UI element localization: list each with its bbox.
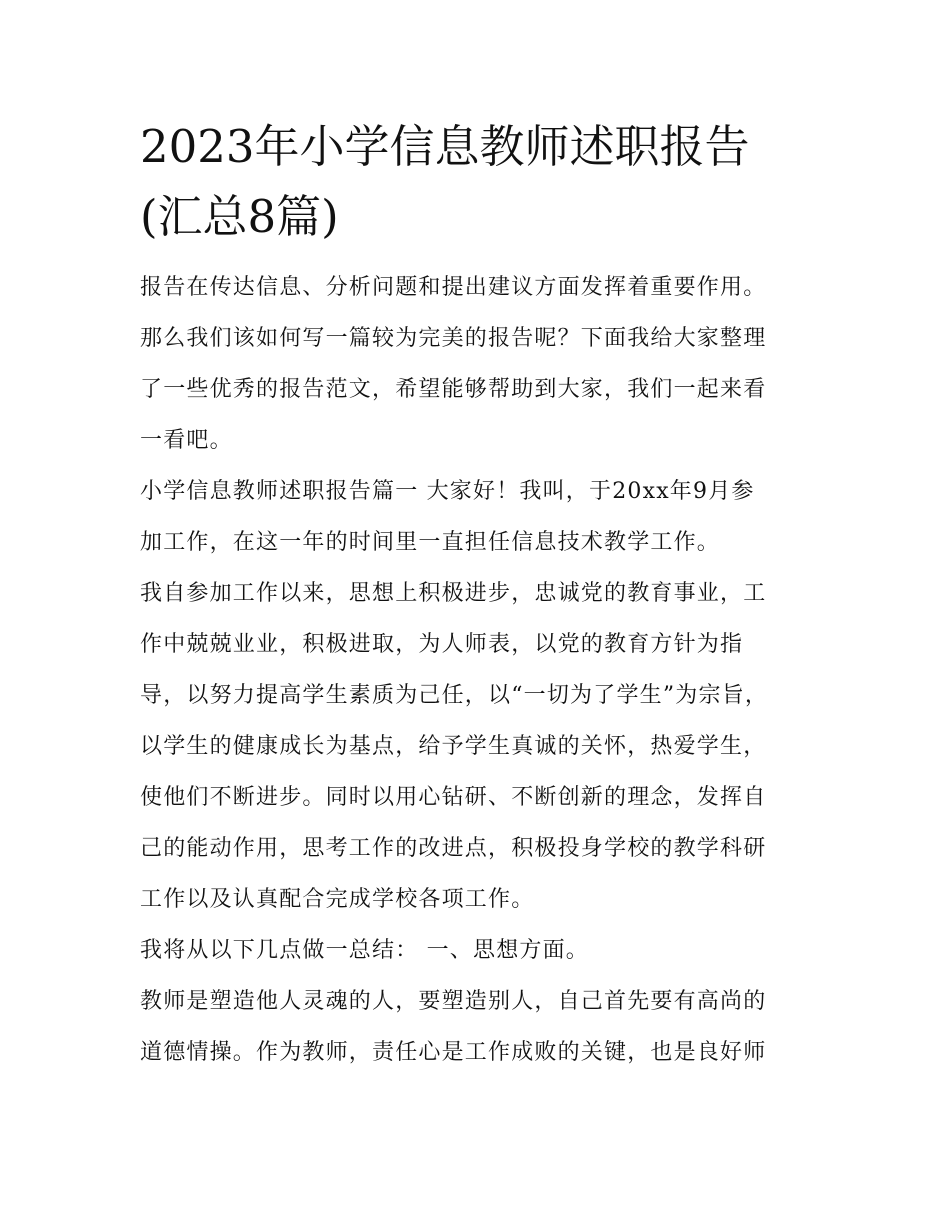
text-line: 工作以及认真配合完成学校各项工作。 [140, 887, 535, 912]
document-title [140, 112, 820, 252]
title-line-1: 2023年小学信息教师述职报告 [140, 120, 750, 173]
text-line: 作中兢兢业业，积极进取，为人师表，以党的教育方针为指 [140, 632, 744, 657]
text-line: 教师是塑造他人灵魂的人，要塑造别人，自己首先要有高尚的 [140, 989, 767, 1014]
text-line: 我自参加工作以来，思想上积极进步，忠诚党的教育事业，工 [140, 581, 767, 606]
text-line: 己的能动作用，思考工作的改进点，积极投身学校的教学科研 [140, 836, 767, 861]
paragraph-ideology [140, 976, 820, 1078]
text-line: 那么我们该如何写一篇较为完美的报告呢？下面我给大家整理 [140, 326, 767, 351]
text-line: 以学生的健康成长为基点，给予学生真诚的关怀，热爱学生， [140, 734, 767, 759]
text-line: 使他们不断进步。同时以用心钻研、不断创新的理念，发挥自 [140, 785, 767, 810]
paragraph-intro [140, 262, 820, 466]
text-line: 一看吧。 [140, 428, 233, 453]
text-line: 了一些优秀的报告范文，希望能够帮助到大家，我们一起来看 [140, 377, 767, 402]
text-line: 报告在传达信息、分析问题和提出建议方面发挥着重要作用。 [140, 275, 767, 300]
paragraph-summary-heading [140, 925, 820, 976]
text-line: 导，以努力提高学生素质为己任，以“一切为了学生”为宗旨， [140, 683, 769, 708]
text-line: 小学信息教师述职报告篇一 大家好！我叫，于20xx年9月参 [140, 479, 755, 504]
text-line: 加工作，在这一年的时间里一直担任信息技术教学工作。 [140, 530, 721, 555]
title-line-2: (汇总8篇) [140, 190, 339, 243]
document-body [140, 262, 820, 1078]
document-page [140, 112, 820, 1078]
text-line: 道德情操。作为教师，责任心是工作成败的关键，也是良好师 [140, 1040, 767, 1065]
paragraph-section-1-opening [140, 466, 820, 568]
paragraph-work-overview [140, 568, 820, 925]
text-line: 我将从以下几点做一总结： 一、思想方面。 [140, 938, 589, 963]
